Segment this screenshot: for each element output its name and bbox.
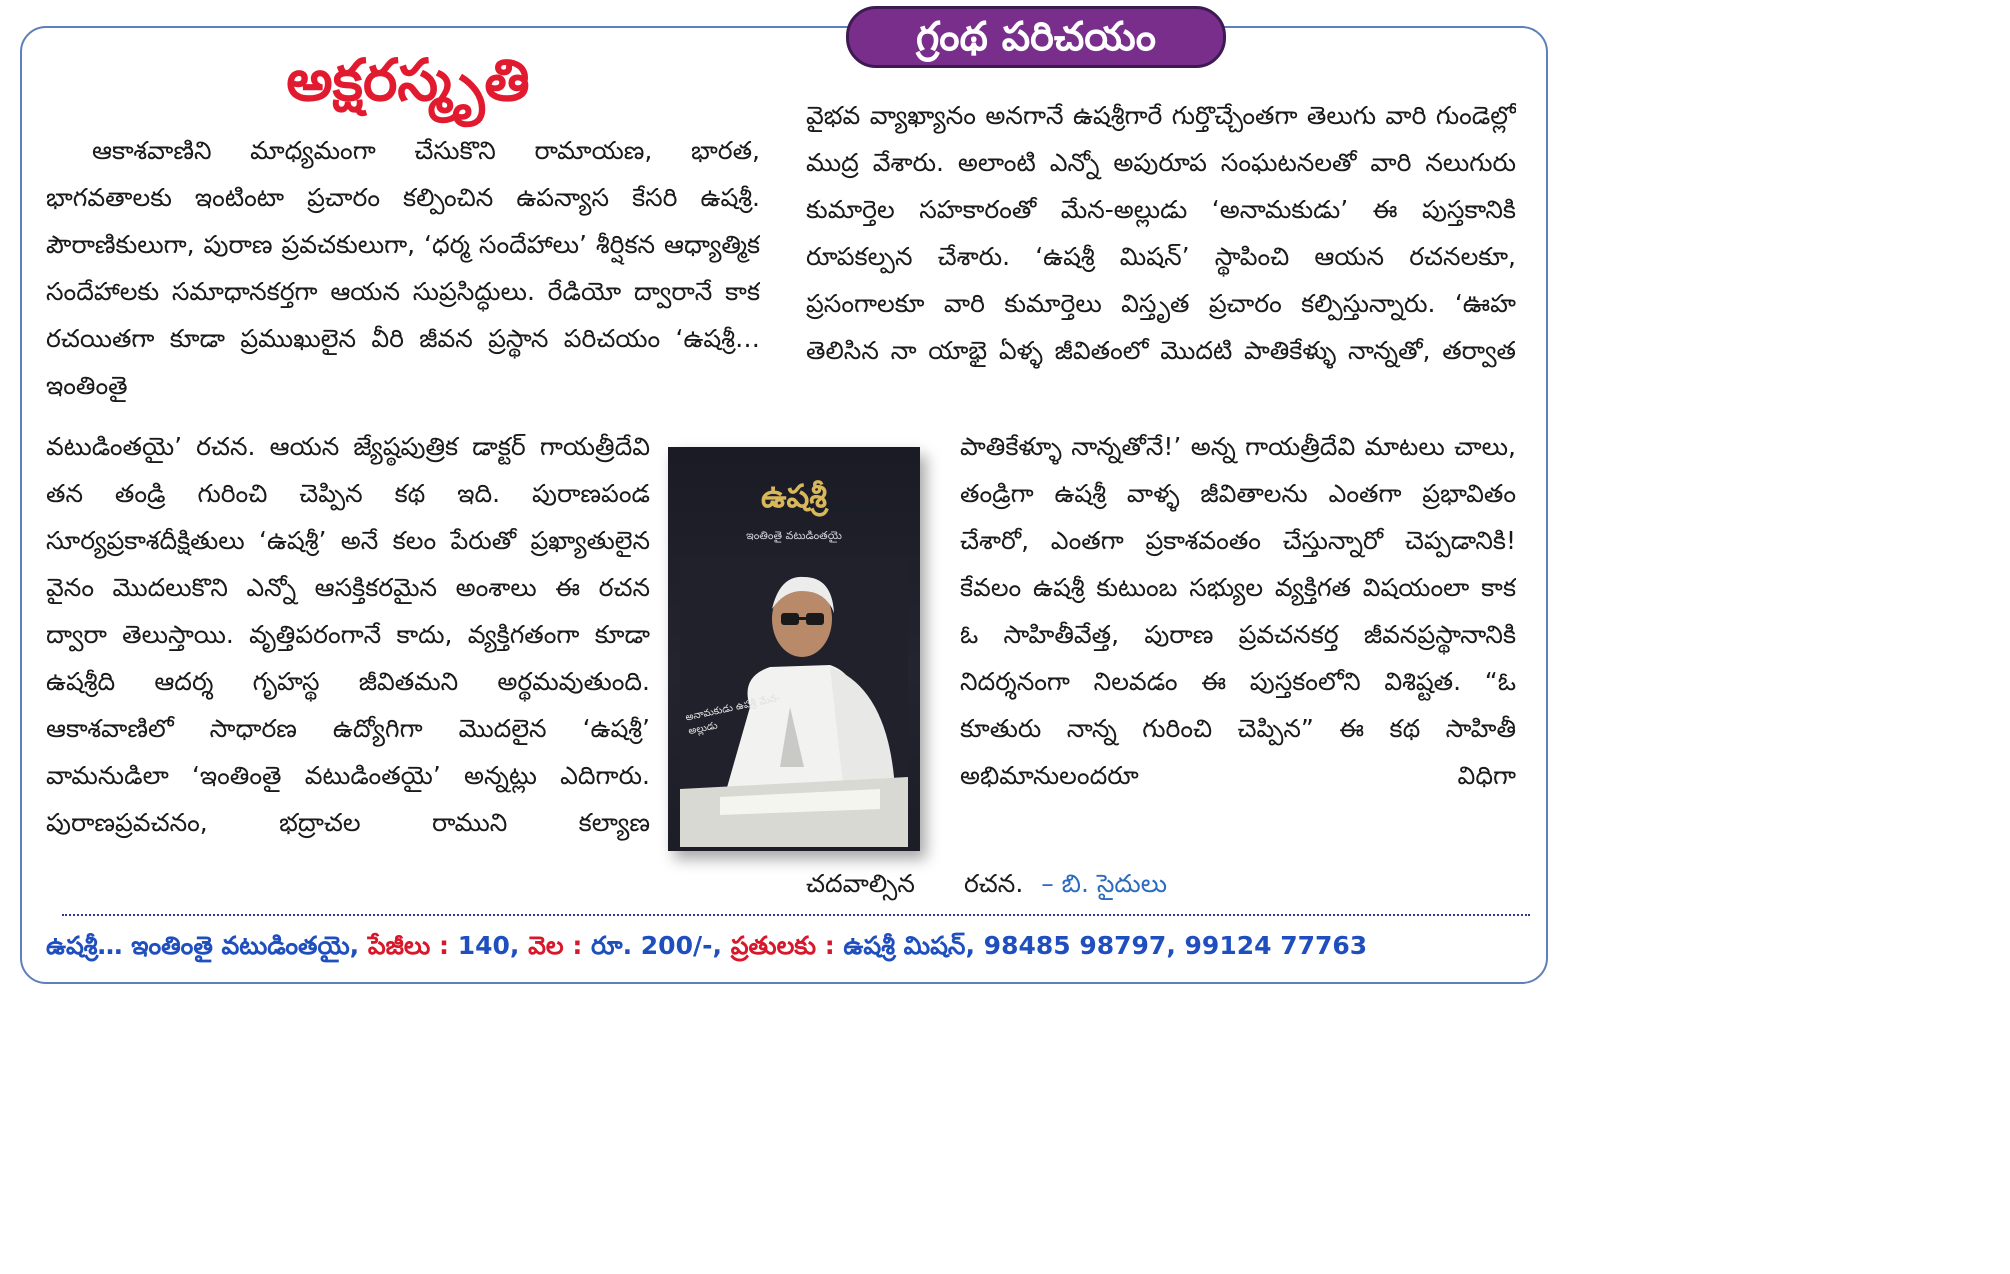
article-column-right-top: వైభవ వ్యాఖ్యానం అనగానే ఉషశ్రీగారే గుర్తొచ్చేంతగా తెలుగు వారి గుండెల్లో ముద్ర వేశారు. అలాంటి ఎన్నో అపురూప సంఘటనలతో వారి నలుగురు కుమార్తెల సహకారంతో మేన-అల్లుడు ‘అనామకుడు’ ఈ పుస్తకానికి రూపకల్పన చేశారు. ‘ఉషశ్రీ మిషన్’ స్థాపించి ఆయన రచనలకూ, ప్రసంగాలకూ వారి కుమార్తెలు విస్తృత ప్రచారం కల్పిస్తున్నారు. ‘ఊహ తెలిసిన నా యాభై ఏళ్ళ జీవితంలో మొదటి పాతికేళ్ళు నాన్నతో, తర్వాత (806, 101, 1516, 365)
book-cover-author: అనామకుడు ఉషశ్రీ మేన-అల్లుడు (684, 692, 782, 738)
footer-pages-value: 140, (457, 931, 520, 960)
article-column-left-bottom: వటుడింతయై’ రచన. ఆయన జ్యేష్ఠపుత్రిక డాక్టర్ గాయత్రీదేవి తన తండ్రి గురించి చెప్పిన కథ ఇది. పురాణపండ సూర్యప్రకాశదీక్షితులు ‘ఉషశ్రీ’ అనే కలం పేరుతో ప్రఖ్యాతులైన వైనం మొదలుకొని ఎన్నో ఆసక్తికరమైన అంశాలు ఈ రచన ద్వారా తెలుస్తాయి. వృత్తిపరంగానే కాదు, వ్యక్తిగతంగా కూడా ఉషశ్రీది ఆదర్శ గృహస్థ జీవితమని అర్థమవుతుంది. ఆకాశవాణిలో సాధారణ ఉద్యోగిగా మొదలైన ‘ఉషశ్రీ’ వామనుడిలా ‘ఇంతింతై వటుడింతయై’ అన్నట్లు ఎదిగారు. పురాణప్రవచనం, భద్రాచల రాముని కల్యాణ (46, 432, 650, 837)
closing-tail-word: రచన. (963, 869, 1024, 898)
book-details-footer (46, 926, 1536, 966)
footer-price-value: రూ. 200/-, (591, 931, 722, 960)
footer-price-label: వెల : (528, 931, 583, 960)
footer-copies-label: ప్రతులకు : (730, 931, 835, 960)
footer-copies-value: ఉషశ్రీ మిషన్, 98485 98797, 99124 77763 (843, 931, 1368, 960)
article-headline: అక్షరస్మృతి (286, 46, 530, 114)
footer-book-title: ఉషశ్రీ… ఇంతింతై వటుడింతయై, (46, 931, 360, 960)
book-cover-title: ఉషశ్రీ (761, 477, 827, 515)
section-badge: గ్రంథ పరిచయం (846, 6, 1226, 68)
article-column-right-bottom: పాతికేళ్ళూ నాన్నతోనే!’ అన్న గాయత్రీదేవి మాటలు చాలు, తండ్రిగా ఉషశ్రీ వాళ్ళ జీవితాలను ఎంతగా ప్రభావితం చేశారో, ఎంతగా ప్రకాశవంతం చేస్తున్నారో చెప్పడానికి! కేవలం ఉషశ్రీ కుటుంబ సభ్యుల వ్యక్తిగత విషయంలా కాక ఓ సాహితీవేత్త, పురాణ ప్రవచనకర్త జీవనప్రస్థానానికి నిదర్శనంగా నిలవడం ఈ పుస్తకంలోని విశిష్టత. “ఓ కూతురు నాన్న గురించి చెప్పిన” ఈ కథ సాహితీ అభిమానులందరూ విధిగా (960, 432, 1516, 790)
article-column-left-top: ఆకాశవాణిని మాధ్యమంగా చేసుకొని రామాయణ, భారత, భాగవతాలకు ఇంటింటా ప్రచారం కల్పించిన ఉపన్యాస కేసరి ఉషశ్రీ. పౌరాణికులుగా, పురాణ ప్రవచకులుగా, ‘ధర్మ సందేహాలు’ శీర్షికన ఆధ్యాత్మిక సందేహాలకు సమాధానకర్తగా ఆయన సుప్రసిద్ధులు. రేడియో ద్వారానే కాక రచయితగా కూడా ప్రముఖులైన వీరి జీవన ప్రస్థాన పరిచయం ‘ఉషశ్రీ… ఇంతింతై (46, 136, 760, 400)
article-byline: – బి. సైదులు (1041, 869, 1168, 898)
footer-pages-label: పేజీలు : (367, 931, 449, 960)
footer-divider (62, 914, 1530, 916)
article-closing-line (806, 860, 1516, 907)
book-cover-subtitle: ఇంతింతై వటుడింతయై (746, 529, 842, 542)
closing-lead-word: చదవాల్సిన (806, 869, 915, 898)
book-cover-image (668, 447, 920, 851)
